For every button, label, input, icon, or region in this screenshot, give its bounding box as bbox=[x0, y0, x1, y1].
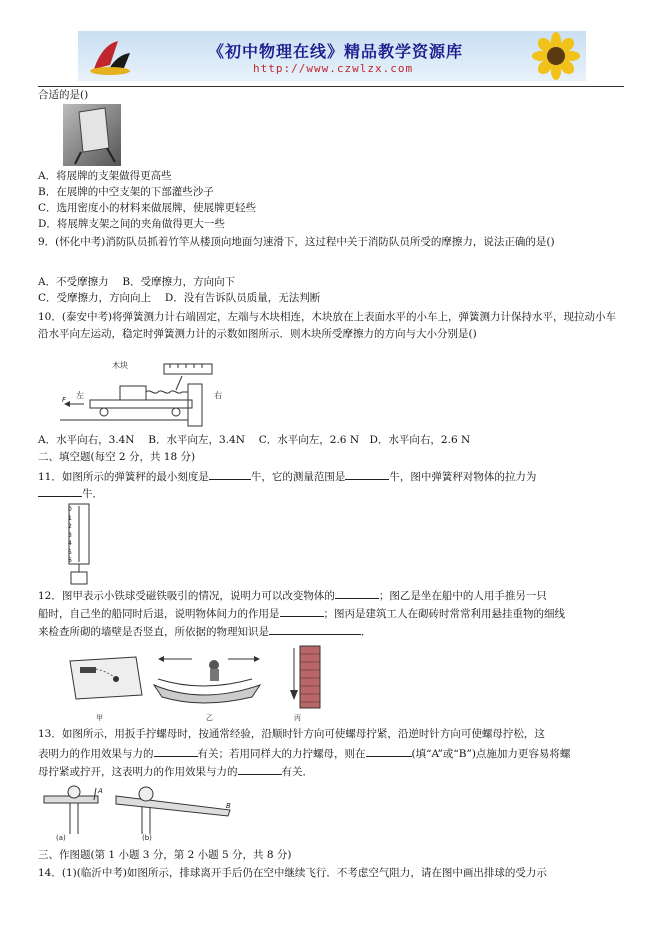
wrench-caption-b: (b) bbox=[142, 834, 152, 842]
q12-text-b: ；图乙是坐在船中的人用手推另一只 bbox=[378, 590, 547, 602]
q12-text-c: 船时，自己坐的船同时后退，说明物体间力的作用是 bbox=[38, 608, 280, 620]
header-banner bbox=[78, 31, 586, 81]
q13-text-c: 有关；若用同样大的力拧螺母，则在 bbox=[197, 748, 366, 760]
q8-option-b: B．在展牌的中空支架的下部灌些沙子 bbox=[38, 186, 214, 198]
q10-stem: 10．(泰安中考)将弹簧测力计右端固定，左端与木块相连，木块放在上表面水平的小车上，弹簧测力计保持水平，现拉动小车沿水平向左运动，稳定时弹簧测力计的示数如图所示．则木块所受摩擦力的方向与大小分别是() bbox=[38, 311, 617, 340]
q11-blank-3 bbox=[38, 485, 82, 497]
scale-tick-label: 3 bbox=[68, 531, 72, 539]
logo-icon bbox=[88, 35, 134, 77]
banner-url: http://www.czwlzx.com bbox=[253, 62, 414, 75]
q11-line-2 bbox=[38, 485, 103, 501]
wrench-point-a: A bbox=[98, 787, 103, 795]
scale-tick-label: 4 bbox=[68, 540, 72, 547]
q11-text-b: 牛，它的测量范围是 bbox=[250, 471, 346, 483]
scale-tick-label: 2 bbox=[68, 523, 72, 530]
q14-stem: 14．(1)(临沂中考)如图所示，排球离开手后仍在空中继续飞行．不考虑空气阻力，请在图中画出排球的受力示 bbox=[38, 867, 547, 879]
scale-tick-label: 1 bbox=[68, 514, 72, 522]
q12-caption-bing: 丙 bbox=[294, 714, 301, 722]
q9-stem: 9．(怀化中考)消防队员抓着竹竿从楼顶向地面匀速滑下，这过程中关于消防队员所受的摩擦力，说法正确的是() bbox=[38, 236, 555, 248]
q12-figure-yi bbox=[152, 655, 262, 705]
q12-line-3 bbox=[38, 623, 372, 639]
q12-blank-1 bbox=[335, 587, 379, 599]
q12-text-a: 12．图甲表示小铁球受磁铁吸引的情况，说明力可以改变物体的 bbox=[38, 590, 335, 602]
q13-line-2 bbox=[38, 745, 570, 761]
q12-figure-jia bbox=[66, 647, 146, 705]
q10-block-label: 木块 bbox=[112, 361, 128, 370]
sunflower-icon bbox=[526, 31, 586, 81]
header-divider bbox=[38, 86, 624, 87]
q12-figure-bing bbox=[288, 644, 322, 710]
q8-tail: 合适的是() bbox=[38, 89, 89, 101]
spring-scale-figure bbox=[61, 502, 95, 586]
scale-tick-label: 0 bbox=[68, 506, 72, 513]
q11-line-1 bbox=[38, 468, 536, 484]
q12-line-1 bbox=[38, 587, 547, 603]
q13-text-f: 有关． bbox=[281, 766, 313, 778]
q10-right-label: 右 bbox=[214, 391, 222, 400]
q11-text-d: 牛． bbox=[82, 488, 103, 500]
q13-line-1: 13．如图所示，用扳手拧螺母时，按通常经验，沿顺时针方向可使螺母拧紧，沿逆时针方向可使螺母拧松，这 bbox=[38, 728, 545, 740]
q8-option-c: C．选用密度小的材料来做展牌，使展牌更轻些 bbox=[38, 202, 257, 214]
wrench-caption-a: (a) bbox=[56, 834, 66, 842]
q12-text-d: ；图丙是建筑工人在砌砖时常常利用悬挂重物的细线 bbox=[323, 608, 565, 620]
q13-text-b: 表明力的作用效果与力的 bbox=[38, 748, 154, 760]
q10-left-label: 左 bbox=[76, 391, 84, 400]
q13-blank-3 bbox=[238, 763, 282, 775]
q9-options-ab: A．不受摩擦力 B．受摩擦力，方向向下 bbox=[38, 276, 236, 288]
q12-caption-yi: 乙 bbox=[206, 714, 213, 722]
wrench-point-b: B bbox=[226, 802, 231, 810]
q9-options-cd: C．受摩擦力，方向向上 D．没有告诉队员质量，无法判断 bbox=[38, 292, 321, 304]
q11-blank-1 bbox=[209, 468, 251, 480]
display-board-photo bbox=[63, 104, 121, 166]
q13-blank-1 bbox=[154, 745, 198, 757]
q10-figure bbox=[60, 346, 230, 428]
q10-force-label: F bbox=[62, 396, 67, 404]
q8-option-d: D．将展牌支架之间的夹角做得更大一些 bbox=[38, 218, 225, 230]
q13-text-d: (填“A”或“B”)点施加力更容易将螺 bbox=[411, 748, 571, 760]
q8-option-a: A．将展牌的支架做得更高些 bbox=[38, 170, 172, 182]
scale-tick-label: 6 bbox=[68, 557, 72, 564]
q12-blank-2 bbox=[280, 605, 324, 617]
q12-text-f: ． bbox=[361, 626, 372, 638]
banner-title: 《初中物理在线》精品教学资源库 bbox=[208, 42, 464, 61]
section-2-heading: 二、填空题(每空 2 分，共 18 分) bbox=[38, 451, 196, 463]
q13-text-e: 母拧紧或拧开，这表明力的作用效果与力的 bbox=[38, 766, 238, 778]
q11-blank-2 bbox=[345, 468, 389, 480]
q12-text-e: 来检查所砌的墙壁是否竖直，所依据的物理知识是 bbox=[38, 626, 269, 638]
q11-text-a: 11．如图所示的弹簧秤的最小刻度是 bbox=[38, 471, 209, 483]
section-3-heading: 三、作图题(第 1 小题 3 分，第 2 小题 5 分，共 8 分) bbox=[38, 849, 292, 861]
q13-blank-2 bbox=[366, 745, 412, 757]
q12-line-2 bbox=[38, 605, 565, 621]
q12-blank-3 bbox=[269, 623, 361, 635]
q11-text-c: 牛，图中弹簧秤对物体的拉力为 bbox=[389, 471, 537, 483]
q10-options: A．水平向右，3.4N B．水平向左，3.4N C．水平向左，2.6 N D．水平向右，2.6 N bbox=[38, 434, 471, 446]
q12-caption-jia: 甲 bbox=[96, 714, 103, 722]
scale-tick-label: 5 bbox=[68, 548, 72, 556]
wrench-figure-b bbox=[112, 778, 236, 838]
q13-line-3 bbox=[38, 763, 313, 779]
